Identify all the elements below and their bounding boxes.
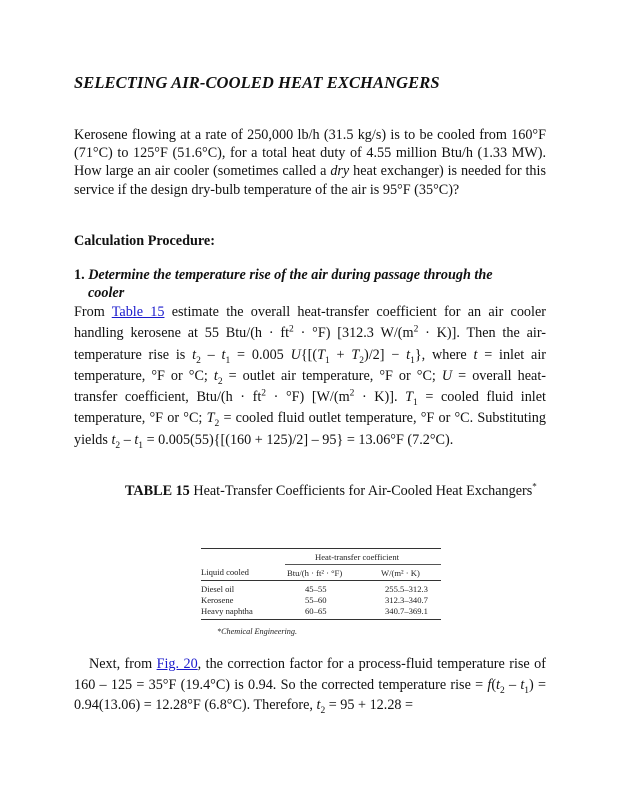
body-text: = cooled fluid outlet temperature, °F or °C. Substituting yields <box>74 410 546 448</box>
symbol: T <box>206 410 215 427</box>
subscript: 2 <box>214 419 220 430</box>
symbol: t <box>520 676 525 693</box>
table-header-btu: Btu/(h · ft² · °F) <box>287 568 343 578</box>
operator: – <box>504 676 521 693</box>
subscript: 2 <box>115 440 121 451</box>
subscript: 2 <box>500 685 505 696</box>
body-text: = 95 + 12.28 = <box>325 697 414 713</box>
body-text: = overall heat-transfer coefficient, Btu/(h · ft <box>74 367 546 406</box>
symbol: U <box>441 367 453 384</box>
table-cell-btu: 55–60 <box>305 595 327 605</box>
problem-statement <box>74 126 546 199</box>
page-title: SELECTING AIR-COOLED HEAT EXCHANGERS <box>74 73 440 92</box>
subscript: 2 <box>359 355 364 366</box>
intro-text-a: Kerosene flowing at a rate of 250,000 lb/h (31.5 kg/s) is to be cooled from 160°F (71°C) to 125°F (51.6°C), for a total heat duty of 4.55 million Btu/h (1.33 MW). How large an air cooler (sometimes called a <box>74 127 546 180</box>
body-text: , the correction factor for a process-fluid temperature rise of 160 – 125 = 35°F (19.4°C) is 0.94. So the corrected temperature rise = <box>74 656 546 693</box>
symbol: t <box>496 676 500 693</box>
subscript: 1 <box>225 355 231 366</box>
calculation-procedure-heading: Calculation Procedure: <box>74 233 215 249</box>
symbol: T <box>317 346 325 363</box>
table-label: TABLE 15 <box>125 483 190 499</box>
body-text: · °F) [W/(m <box>266 389 350 406</box>
step-1-body <box>74 302 546 451</box>
table-header-fluid: Liquid cooled <box>201 567 249 577</box>
body-text: · K)]. <box>354 389 406 406</box>
step-title-line1: Determine the temperature rise of the air during passage through the <box>88 267 493 283</box>
table-caption-text: Heat-Transfer Coefficients for Air-Cooled Heat Exchangers <box>189 483 533 499</box>
subscript: 1 <box>524 685 530 696</box>
body-text: From <box>74 304 112 320</box>
table-cell-btu: 45–55 <box>305 584 327 594</box>
subscript: 1 <box>324 355 330 366</box>
subscript: 1 <box>413 398 418 409</box>
subscript: 2 <box>320 705 326 716</box>
body-text: estimate the overall heat-transfer coefficient for an air cooler handling kerosene at 55 Btu/(h · ft <box>74 304 546 342</box>
symbol: t <box>192 346 197 363</box>
symbol: t <box>111 431 116 448</box>
table-header-group: Heat-transfer coefficient <box>315 552 400 562</box>
subscript: 2 <box>217 376 223 387</box>
subscript: 2 <box>196 355 201 366</box>
table-cell-si: 312.3–340.7 <box>385 595 428 605</box>
table-rule-mid <box>201 580 441 581</box>
superscript: 2 <box>349 388 355 399</box>
table-caption <box>103 482 546 501</box>
intro-text-b: heat exchanger) is needed for this service if the design dry-bulb temperature of the air is 95°F (35°C)? <box>74 163 546 198</box>
subscript: 1 <box>410 355 415 366</box>
superscript: 2 <box>261 388 267 399</box>
subscript: 1 <box>138 440 144 451</box>
body-text: )/2] − <box>364 346 407 363</box>
table-cell-fluid: Diesel oil <box>201 584 235 594</box>
operator: – <box>200 346 222 363</box>
symbol: T <box>405 389 414 406</box>
body-text: · °F) [312.3 W/(m <box>293 325 414 342</box>
symbol: t <box>134 431 139 448</box>
table-rule-group <box>285 564 441 565</box>
symbol: t <box>221 346 226 363</box>
body-text: = cooled fluid inlet temperature, °F or °C; <box>74 389 546 427</box>
table-cell-si: 340.7–369.1 <box>385 606 428 616</box>
symbol: t <box>213 367 218 384</box>
table-cell-si: 255.5–312.3 <box>385 584 428 594</box>
symbol: t <box>406 346 411 363</box>
table-footnote: *Chemical Engineering. <box>217 627 298 636</box>
symbol: t <box>473 346 478 363</box>
body-text: ( <box>491 676 497 693</box>
symbol: f <box>487 676 492 693</box>
fig-20-link[interactable]: Fig. 20 <box>156 656 198 672</box>
symbol: T <box>351 346 360 363</box>
table-header-si: W/(m² · K) <box>381 568 420 578</box>
symbol: U <box>290 346 301 363</box>
body-text: Next, from <box>89 656 157 672</box>
body-text: = 0.005 <box>230 346 291 363</box>
body-text: = outlet air temperature, °F or °C; <box>222 367 442 384</box>
body-text: }, where <box>414 346 474 363</box>
body-text: {[( <box>300 346 318 363</box>
table-caption-footnote-mark: * <box>532 481 537 492</box>
paragraph-correction <box>74 654 546 716</box>
body-text: ) = 0.94(13.06) = 12.28°F (6.8°C). Therefore, <box>74 676 546 713</box>
intro-dry-emphasis: dry <box>330 163 350 180</box>
symbol: t <box>316 697 321 713</box>
table-15-link[interactable]: Table 15 <box>111 304 165 320</box>
superscript: 2 <box>413 324 419 335</box>
operator: – <box>120 431 135 448</box>
step-number: 1. <box>74 267 85 283</box>
body-text: · K)]. Then the air-temperature rise is <box>74 325 546 363</box>
table-cell-fluid: Heavy naphtha <box>201 606 253 616</box>
table-rule-top <box>201 548 441 549</box>
body-text: = 0.005(55){[(160 + 125)/2] – 95} = 13.06°F (7.2°C). <box>143 431 454 448</box>
step-1-heading <box>74 266 546 302</box>
table-cell-btu: 60–65 <box>305 606 327 616</box>
superscript: 2 <box>289 324 294 335</box>
step-title-line2: cooler <box>88 285 125 302</box>
table-cell-fluid: Kerosene <box>201 595 234 605</box>
body-text: = inlet air temperature, °F or °C; <box>74 346 547 384</box>
operator: + <box>329 346 352 363</box>
table-rule-bottom <box>201 619 441 620</box>
